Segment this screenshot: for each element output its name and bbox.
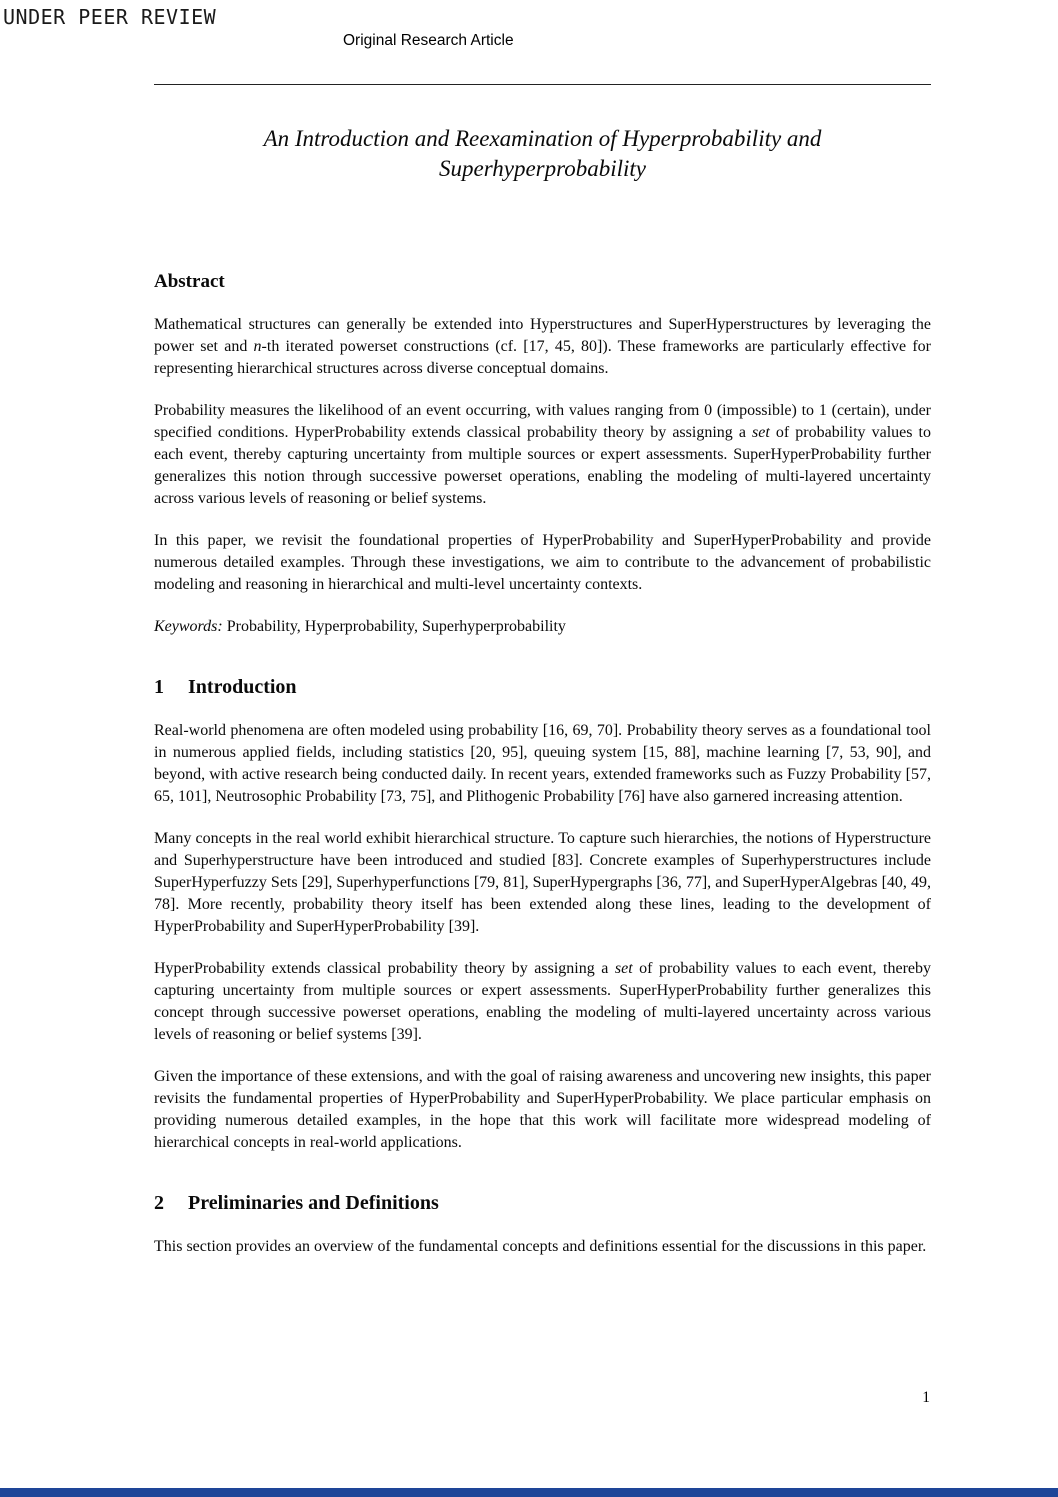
keywords-line <box>154 616 931 638</box>
abstract-paragraph: Mathematical structures can generally be extended into Hyperstructures and SuperHyperstructures by leveraging the power set and n-th iterated powerset constructions (cf. [17, 45, 80]). These frameworks are particularly effective for representing hierarchical structures across diverse conceptual domains. <box>154 316 932 377</box>
section-heading-preliminaries <box>154 1190 931 1216</box>
paper-body <box>154 108 931 1258</box>
abstract-heading: Abstract <box>154 271 225 292</box>
section-title: Introduction <box>188 676 297 698</box>
abstract-paragraph: Probability measures the likelihood of an event occurring, with values ranging from 0 (impossible) to 1 (certain), under specified conditions. HyperProbability extends classical probability theory by assigning a set of probability values to each event, thereby capturing uncertainty from multiple sources or expert assessments. SuperHyperProbability further generalizes this notion through successive powerset operations, enabling the modeling of multi-layered uncertainty across various levels of reasoning or belief systems. <box>154 402 931 507</box>
body-paragraph: HyperProbability extends classical probability theory by assigning a set of probability values to each event, thereby capturing uncertainty from multiple sources or expert assessments. SuperHyperProbability further generalizes this concept through successive powerset operations, enabling the modeling of multi-layered uncertainty across various levels of reasoning or belief systems [39]. <box>154 960 932 1043</box>
abstract-paragraph: In this paper, we revisit the foundational properties of HyperProbability and SuperHyperProbability and provide numerous detailed examples. Through these investigations, we aim to contribute to the advancement of probabilistic modeling and reasoning in hierarchical and multi-level uncertainty contexts. <box>154 532 931 593</box>
body-paragraph: Given the importance of these extensions, and with the goal of raising awareness and uncovering new insights, this paper revisits the fundamental properties of HyperProbability and SuperHyperProbability. We place particular emphasis on providing numerous detailed examples, in the hope that this work will facilitate more widespread modeling of hierarchical concepts in real-world applications. <box>154 1068 931 1151</box>
article-type-label: Original Research Article <box>343 32 514 49</box>
page-number: 1 <box>922 1389 930 1406</box>
body-paragraph: Real-world phenomena are often modeled using probability [16, 69, 70]. Probability theory serves as a foundational tool in numerous applied fields, including statistics [20, 95], queuing system [15, 88], machine learning [7, 53, 90], and beyond, with active research being conducted daily. In recent years, extended frameworks such as Fuzzy Probability [57, 65, 101], Neutrosophic Probability [73, 75], and Plithogenic Probability [76] have also garnered increasing attention. <box>154 722 931 805</box>
peer-review-watermark: UNDER PEER REVIEW <box>3 5 217 29</box>
paper-title: An Introduction and Reexamination of Hyperprobability and Superhyperprobability <box>263 126 822 181</box>
header-divider <box>154 84 931 85</box>
section-number: 2 <box>154 1192 164 1214</box>
keywords-text: Probability, Hyperprobability, Superhyperprobability <box>222 618 566 635</box>
section-heading-introduction <box>154 674 931 700</box>
keywords-label: Keywords: <box>154 618 223 635</box>
section-number: 1 <box>154 676 164 698</box>
body-paragraph: Many concepts in the real world exhibit hierarchical structure. To capture such hierarchies, the notions of Hyperstructure and Superhyperstructure have been introduced and studied [83]. Concrete examples of Superhyperstructures include SuperHyperfuzzy Sets [29], Superhyperfunctions [79, 81], SuperHypergraphs [36, 77], and SuperHyperAlgebras [40, 49, 78]. More recently, probability theory itself has been extended along these lines, leading to the development of HyperProbability and SuperHyperProbability [39]. <box>154 830 931 935</box>
body-paragraph: This section provides an overview of the fundamental concepts and definitions essential for the discussions in this paper. <box>154 1238 927 1255</box>
section-title: Preliminaries and Definitions <box>188 1192 439 1214</box>
bottom-page-edge-bar <box>0 1488 1058 1497</box>
